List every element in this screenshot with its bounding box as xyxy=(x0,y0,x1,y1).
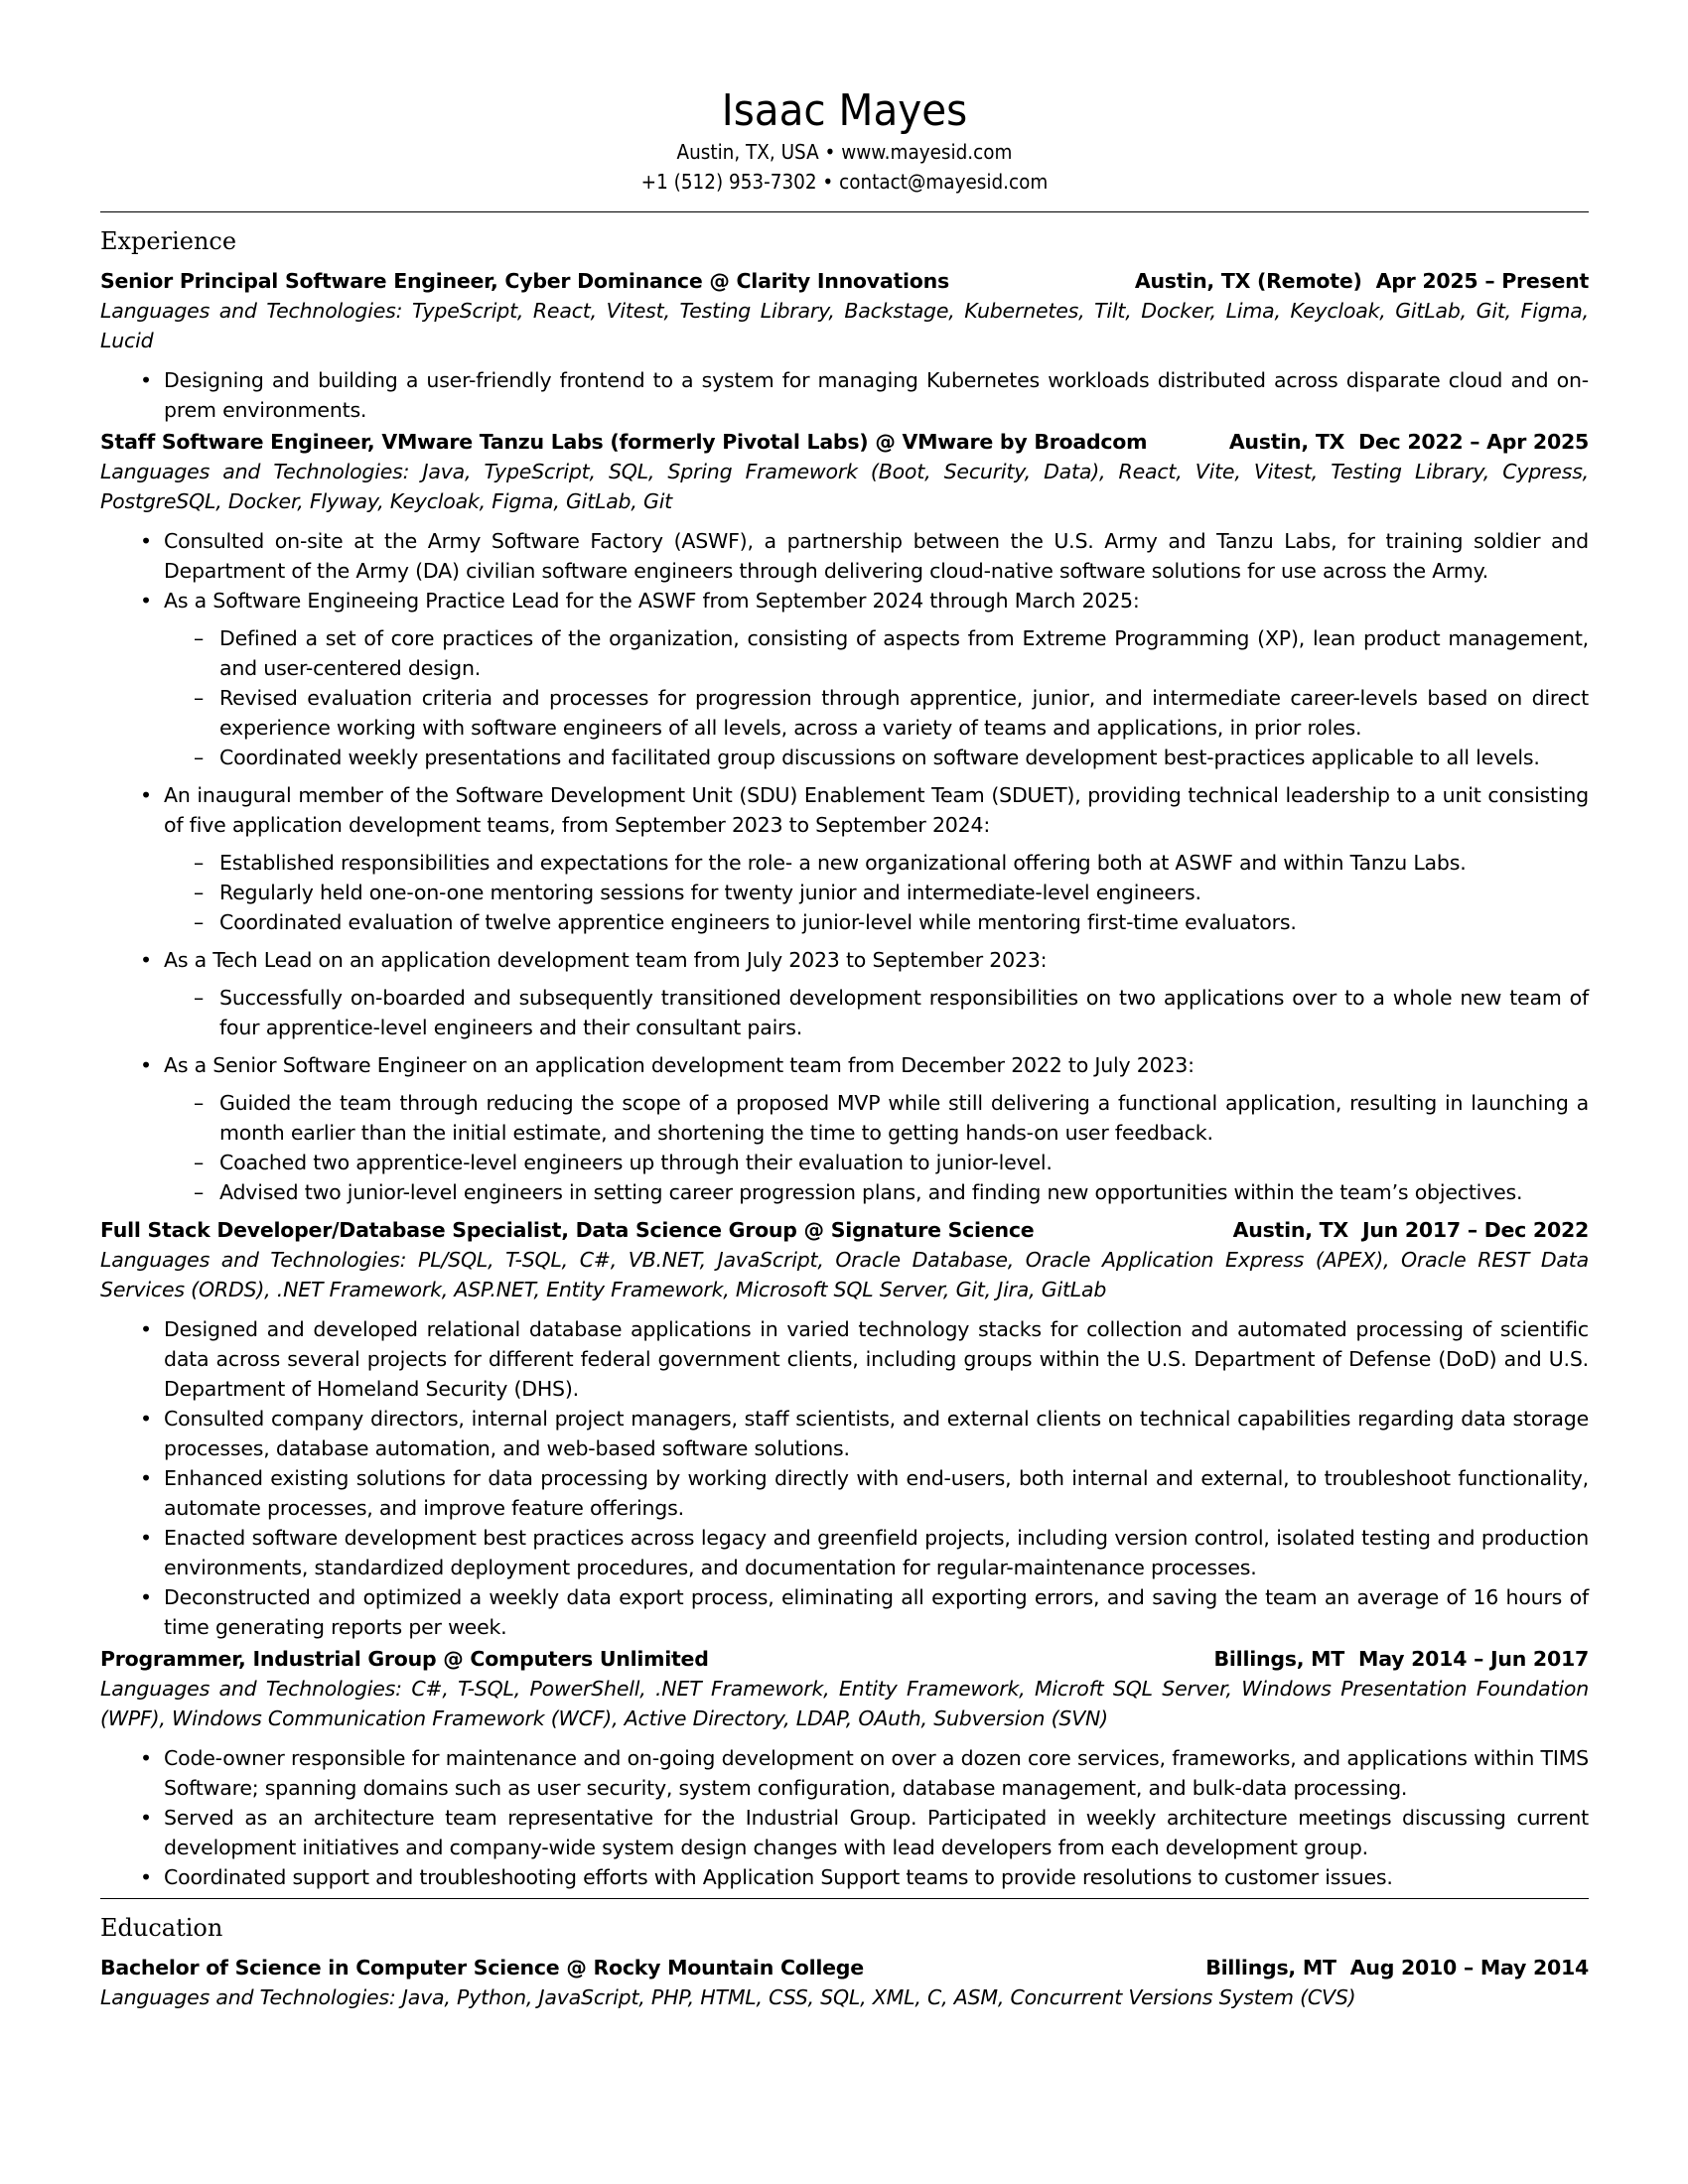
bullet-icon: • xyxy=(140,1806,152,1830)
job-bullet-list xyxy=(100,1743,1589,1892)
dash-icon: – xyxy=(194,986,205,1010)
education-list xyxy=(100,1953,1589,2012)
entry-title: Full Stack Developer/Database Specialist, Data Science Group @ Signature Science xyxy=(100,1218,1035,1242)
bullet-icon: • xyxy=(140,1746,152,1770)
section-divider xyxy=(100,1898,1589,1899)
candidate-name: Isaac Mayes xyxy=(721,85,968,136)
section-title-experience: Experience xyxy=(100,227,237,255)
bullet-icon: • xyxy=(140,948,152,972)
job-entry xyxy=(100,266,1589,425)
bullet-icon: • xyxy=(140,1526,152,1550)
bullet-text: As a Senior Software Engineer on an application development team from December 2022 to July 2023: xyxy=(164,1053,1195,1077)
dash-icon: – xyxy=(194,881,205,904)
bullet-icon: • xyxy=(140,529,152,553)
entry-dates: Jun 2017 – Dec 2022 xyxy=(1361,1218,1589,1242)
entry-title: Bachelor of Science in Computer Science @ Rocky Mountain College xyxy=(100,1956,864,1979)
sub-bullet-text: Defined a set of core practices of the organization, consisting of aspects from Extreme Programming (XP), lean product management, and user-centered design. xyxy=(219,626,1589,680)
sub-bullet xyxy=(164,683,1589,743)
entry-location-dates xyxy=(1233,1215,1589,1245)
sub-bullet-list xyxy=(164,623,1589,772)
sub-bullet-text: Regularly held one-on-one mentoring sessions for twenty junior and intermediate-level engineers. xyxy=(219,881,1201,904)
dash-icon: – xyxy=(194,1151,205,1174)
job-entry xyxy=(100,1215,1589,1642)
job-bullet xyxy=(100,1743,1589,1803)
bullet-text: Designing and building a user-friendly frontend to a system for managing Kubernetes workloads distributed across disparate cloud and on-prem environments. xyxy=(164,368,1589,422)
entry-heading xyxy=(100,1953,1589,1982)
job-bullet xyxy=(100,1582,1589,1642)
entry-dates: Dec 2022 – Apr 2025 xyxy=(1358,430,1589,454)
dash-icon: – xyxy=(194,686,205,710)
bullet-icon: • xyxy=(140,1585,152,1609)
sub-bullet xyxy=(164,743,1589,772)
entry-technologies: Languages and Technologies: PL/SQL, T-SQL, C#, VB.NET, JavaScript, Oracle Database, Oracle Application Express (APEX), Oracle REST Data Services (ORDS), .NET Framework, ASP.NET, Entity Framework, Microsoft SQL Server, Git, Jira, GitLab xyxy=(100,1248,1589,1301)
bullet-text: As a Tech Lead on an application development team from July 2023 to September 2023: xyxy=(164,948,1048,972)
dash-icon: – xyxy=(194,851,205,875)
job-bullet-list xyxy=(100,1314,1589,1642)
entry-dates: Aug 2010 – May 2014 xyxy=(1349,1956,1589,1979)
dash-icon: – xyxy=(194,1091,205,1115)
dash-icon: – xyxy=(194,910,205,934)
bullet-text: Coordinated support and troubleshooting efforts with Application Support teams to provide resolutions to customer issues. xyxy=(164,1865,1393,1889)
bullet-icon: • xyxy=(140,589,152,613)
job-bullet xyxy=(100,1463,1589,1523)
entry-location-dates xyxy=(1229,427,1589,457)
entry-location-dates xyxy=(1205,1953,1589,1982)
sub-bullet-text: Guided the team through reducing the scope of a proposed MVP while still delivering a functional application, resulting in launching a month earlier than the initial estimate, and shortening the time to getting hands-on user feedback. xyxy=(219,1091,1589,1145)
job-bullet xyxy=(100,1862,1589,1892)
sub-bullet-list xyxy=(164,848,1589,937)
sub-bullet xyxy=(164,983,1589,1042)
entry-location: Billings, MT xyxy=(1205,1956,1336,1979)
bullet-icon: • xyxy=(140,368,152,392)
education-entry xyxy=(100,1953,1589,2012)
sub-bullet-text: Coordinated evaluation of twelve apprentice engineers to junior-level while mentoring first-time evaluators. xyxy=(219,910,1297,934)
entry-technologies: Languages and Technologies: TypeScript, React, Vitest, Testing Library, Backstage, Kubernetes, Tilt, Docker, Lima, Keycloak, GitLab, Git, Figma, Lucid xyxy=(100,299,1589,352)
bullet-icon: • xyxy=(140,1053,152,1077)
entry-location-dates xyxy=(1135,266,1589,296)
job-bullet xyxy=(100,1803,1589,1862)
bullet-text: Deconstructed and optimized a weekly data export process, eliminating all exporting errors, and saving the team an average of 16 hours of time generating reports per week. xyxy=(164,1585,1589,1639)
sub-bullet xyxy=(164,1148,1589,1177)
entry-technologies: Languages and Technologies: Java, Python, JavaScript, PHP, HTML, CSS, SQL, XML, C, ASM, Concurrent Versions System (CVS) xyxy=(100,1985,1356,2009)
entry-heading xyxy=(100,266,1589,296)
bullet-text: As a Software Engineeing Practice Lead for the ASWF from September 2024 through March 2025: xyxy=(164,589,1140,613)
job-bullet xyxy=(100,1523,1589,1582)
job-bullet xyxy=(100,365,1589,425)
sub-bullet-text: Successfully on-boarded and subsequently transitioned development responsibilities on two applications over to a whole new team of four apprentice-level engineers and their consultant pairs. xyxy=(219,986,1589,1039)
dash-icon: – xyxy=(194,1180,205,1204)
bullet-icon: • xyxy=(140,783,152,807)
bullet-icon: • xyxy=(140,1317,152,1341)
job-bullet xyxy=(100,1050,1589,1207)
entry-location-dates xyxy=(1214,1644,1589,1674)
section-title-education: Education xyxy=(100,1914,223,1942)
entry-technologies: Languages and Technologies: C#, T-SQL, PowerShell, .NET Framework, Entity Framework, Microft SQL Server, Windows Presentation Foundation (WPF), Windows Communication Framework (WCF), Active Directory, LDAP, OAuth, Subversion (SVN) xyxy=(100,1677,1589,1730)
job-bullet xyxy=(100,1314,1589,1404)
bullet-text: Enhanced existing solutions for data processing by working directly with end-users, both internal and external, to troubleshoot functionality, automate processes, and improve feature offerings. xyxy=(164,1466,1589,1520)
contact-line-phone-email: +1 (512) 953-7302 • contact@mayesid.com xyxy=(640,170,1049,194)
job-entry xyxy=(100,427,1589,1207)
entry-location: Austin, TX (Remote) xyxy=(1134,269,1362,293)
bullet-text: Designed and developed relational database applications in varied technology stacks for collection and automated processing of scientific data across several projects for different federal government clients, including groups within the U.S. Department of Defense (DoD) and U.S. Department of Homeland Security (DHS). xyxy=(164,1317,1589,1401)
entry-heading xyxy=(100,1215,1589,1245)
sub-bullet xyxy=(164,1088,1589,1148)
entry-location: Austin, TX xyxy=(1232,1218,1348,1242)
sub-bullet-text: Coordinated weekly presentations and facilitated group discussions on software development best-practices applicable to all levels. xyxy=(219,746,1540,769)
entry-title: Senior Principal Software Engineer, Cyber Dominance @ Clarity Innovations xyxy=(100,269,949,293)
entry-technologies: Languages and Technologies: Java, TypeScript, SQL, Spring Framework (Boot, Security, Data), React, Vite, Vitest, Testing Library, Cypress, PostgreSQL, Docker, Flyway, Keycloak, Figma, GitLab, Git xyxy=(100,460,1589,513)
bullet-text: Served as an architecture team representative for the Industrial Group. Participated in weekly architecture meetings discussing current development initiatives and company-wide system design changes with lead developers from each development group. xyxy=(164,1806,1589,1859)
resume-header xyxy=(100,0,1589,197)
job-bullet xyxy=(100,586,1589,772)
sub-bullet-text: Advised two junior-level engineers in setting career progression plans, and finding new opportunities within the team’s objectives. xyxy=(219,1180,1523,1204)
job-bullet xyxy=(100,526,1589,586)
contact-line-location-website: Austin, TX, USA • www.mayesid.com xyxy=(676,140,1013,164)
experience-list xyxy=(100,266,1589,1892)
entry-title: Staff Software Engineer, VMware Tanzu Labs (formerly Pivotal Labs) @ VMware by Broadcom xyxy=(100,430,1148,454)
bullet-icon: • xyxy=(140,1407,152,1431)
entry-location: Billings, MT xyxy=(1213,1647,1345,1671)
sub-bullet-text: Revised evaluation criteria and processes for progression through apprentice, junior, and intermediate career-levels based on direct experience working with software engineers of all levels, across a variety of teams and applications, in prior roles. xyxy=(219,686,1589,740)
sub-bullet xyxy=(164,907,1589,937)
education-section xyxy=(100,1913,1589,2012)
sub-bullet xyxy=(164,878,1589,907)
bullet-text: Consulted on-site at the Army Software Factory (ASWF), a partnership between the U.S. Army and Tanzu Labs, for training soldier and Department of the Army (DA) civilian software engineers through delivering cloud-native software solutions for use across the Army. xyxy=(164,529,1589,583)
job-entry xyxy=(100,1644,1589,1892)
bullet-text: Code-owner responsible for maintenance and on-going development on over a dozen core services, frameworks, and applications within TIMS Software; spanning domains such as user security, system configuration, database management, and bulk-data processing. xyxy=(164,1746,1589,1800)
entry-heading xyxy=(100,427,1589,457)
entry-title: Programmer, Industrial Group @ Computers Unlimited xyxy=(100,1647,709,1671)
entry-location: Austin, TX xyxy=(1228,430,1345,454)
job-bullet-list xyxy=(100,526,1589,1207)
job-bullet xyxy=(100,1404,1589,1463)
sub-bullet-text: Coached two apprentice-level engineers up through their evaluation to junior-level. xyxy=(219,1151,1053,1174)
dash-icon: – xyxy=(194,626,205,650)
entry-heading xyxy=(100,1644,1589,1674)
sub-bullet xyxy=(164,623,1589,683)
sub-bullet xyxy=(164,848,1589,878)
entry-dates: Apr 2025 – Present xyxy=(1375,269,1589,293)
section-divider xyxy=(100,211,1589,212)
resume-page xyxy=(100,0,1589,2014)
dash-icon: – xyxy=(194,746,205,769)
bullet-icon: • xyxy=(140,1466,152,1490)
bullet-text: An inaugural member of the Software Development Unit (SDU) Enablement Team (SDUET), providing technical leadership to a unit consisting of five application development teams, from September 2023 to September 2024: xyxy=(164,783,1589,837)
experience-section xyxy=(100,226,1589,1892)
bullet-text: Enacted software development best practices across legacy and greenfield projects, including version control, isolated testing and production environments, standardized deployment procedures, and documentation for regular-maintenance processes. xyxy=(164,1526,1589,1579)
job-bullet xyxy=(100,945,1589,1042)
sub-bullet-list xyxy=(164,983,1589,1042)
bullet-icon: • xyxy=(140,1865,152,1889)
bullet-text: Consulted company directors, internal project managers, staff scientists, and external clients on technical capabilities regarding data storage processes, database automation, and web-based software solutions. xyxy=(164,1407,1589,1460)
entry-dates: May 2014 – Jun 2017 xyxy=(1358,1647,1589,1671)
sub-bullet xyxy=(164,1177,1589,1207)
sub-bullet-list xyxy=(164,1088,1589,1207)
job-bullet-list xyxy=(100,365,1589,425)
job-bullet xyxy=(100,780,1589,937)
sub-bullet-text: Established responsibilities and expectations for the role- a new organizational offering both at ASWF and within Tanzu Labs. xyxy=(219,851,1467,875)
